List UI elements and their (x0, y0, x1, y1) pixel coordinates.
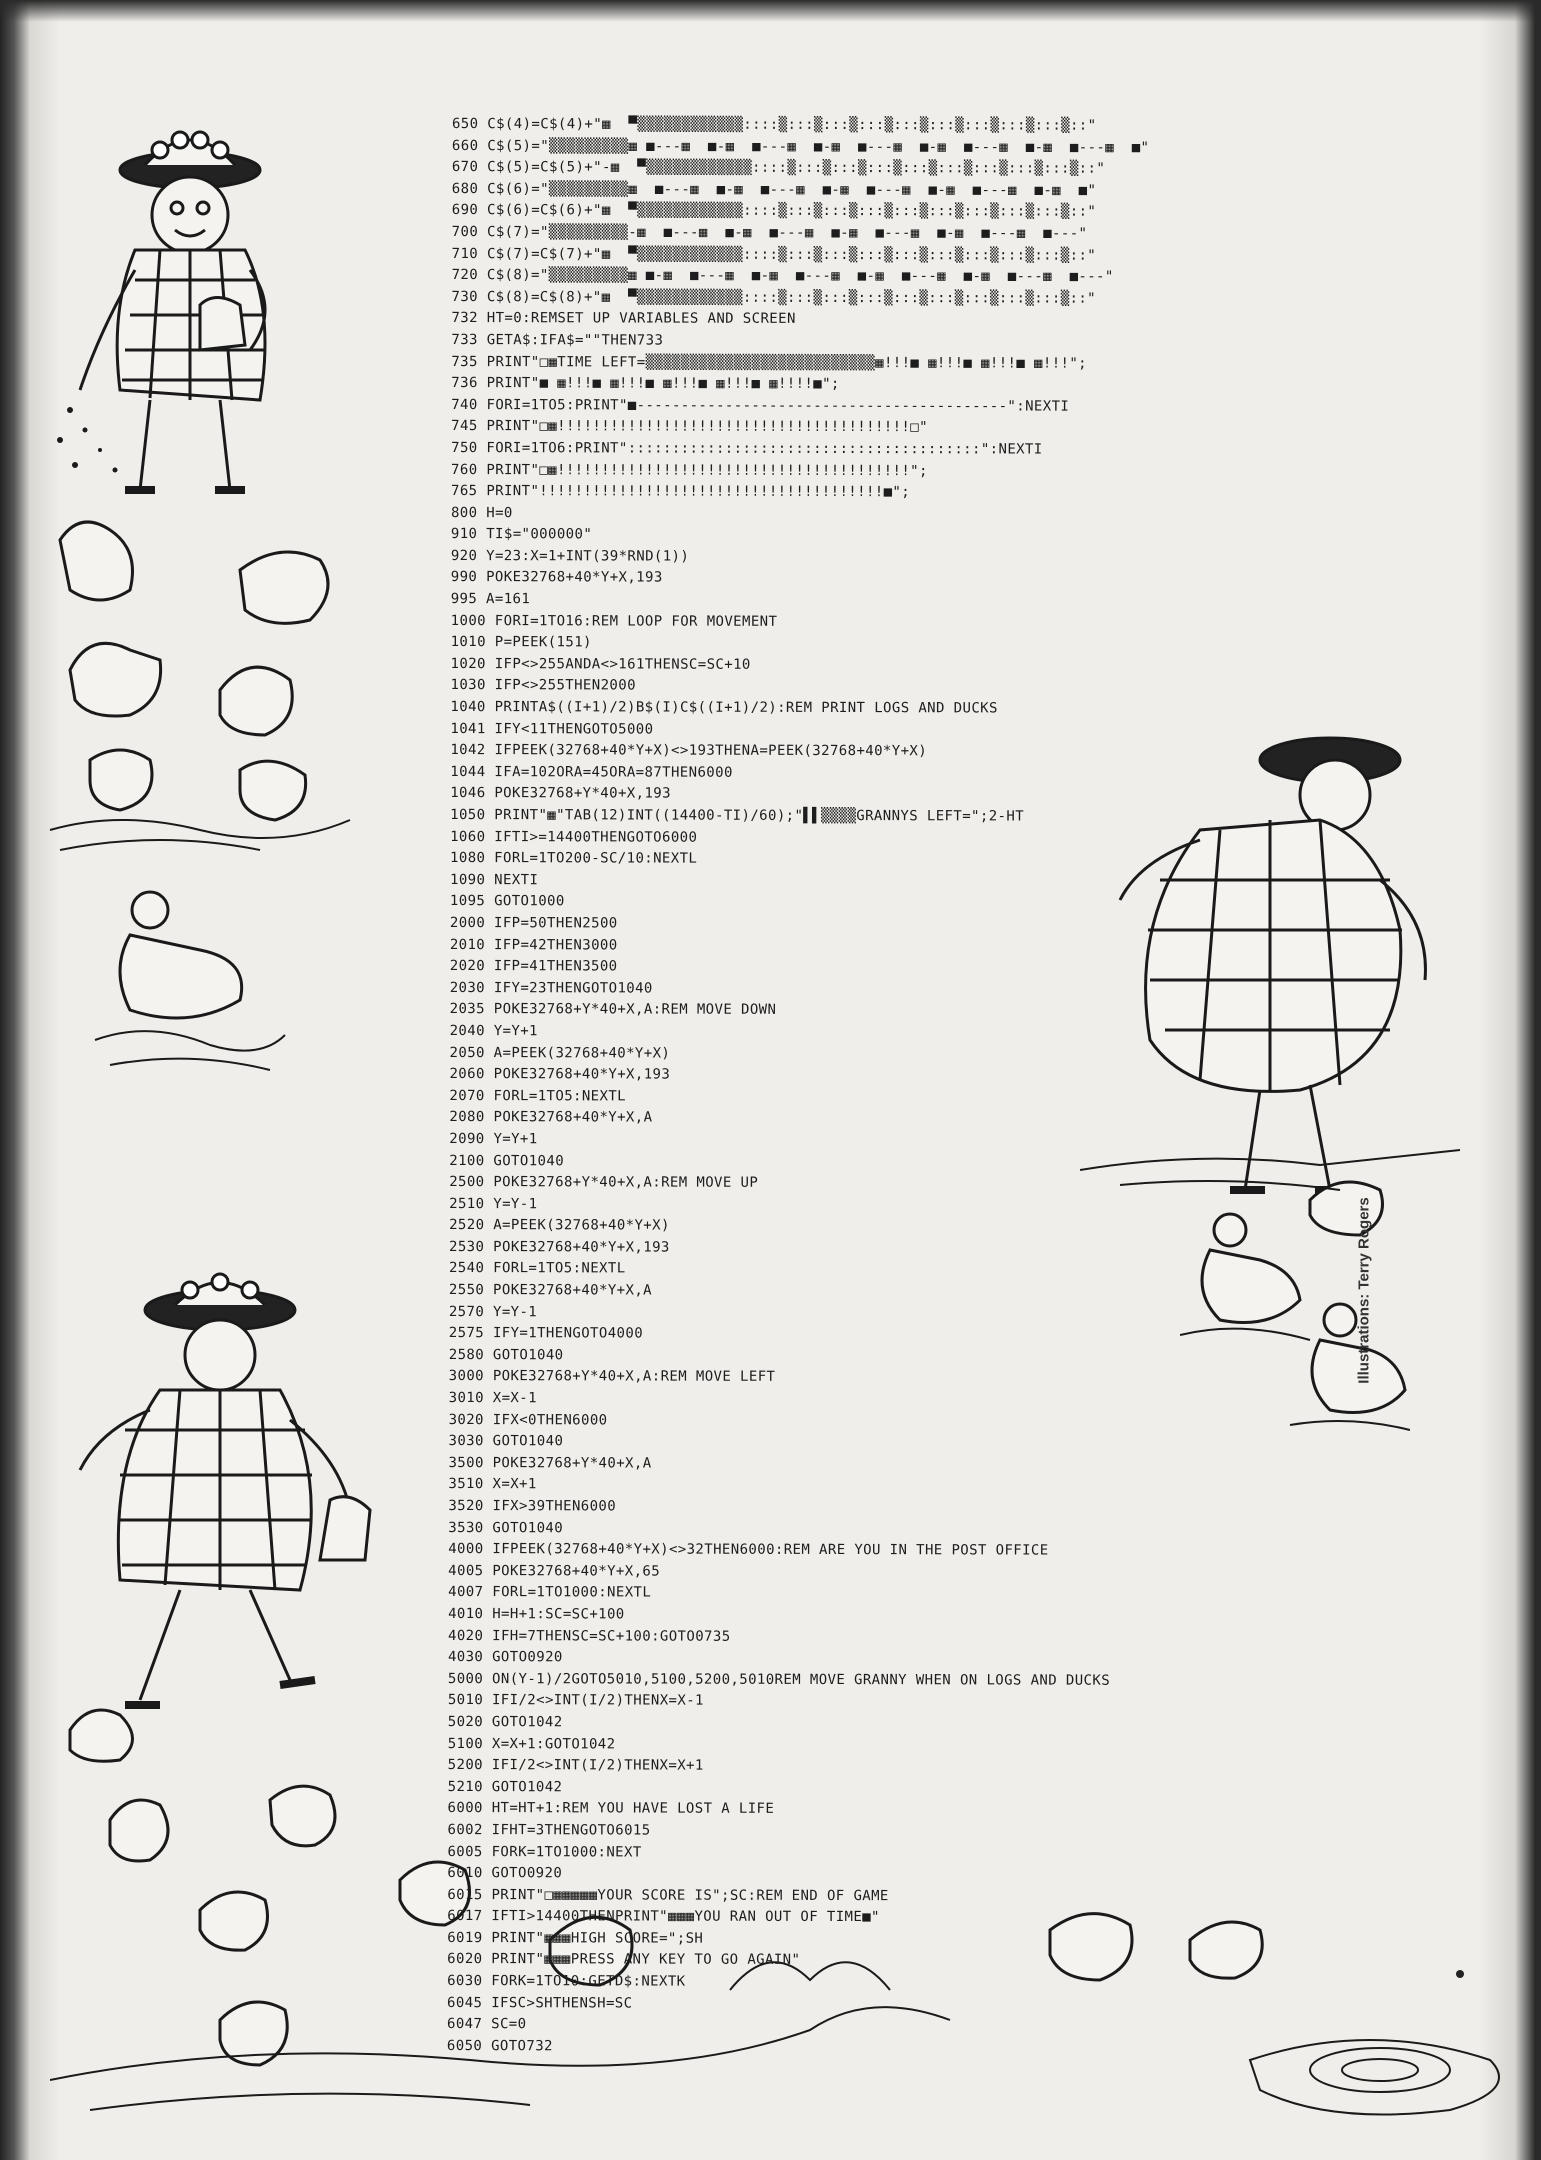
code-line: 6005 FORK=1TO1000:NEXT (447, 1843, 642, 1861)
code-line: 2100 GOTO1040 (449, 1152, 565, 1169)
code-line: 2575 IFY=1THENGOTO4000 (448, 1325, 644, 1342)
granny-running-icon (50, 1260, 380, 1780)
code-line: 6002 IFHT=3THENGOTO6015 (447, 1821, 651, 1839)
code-line: 1046 POKE32768+Y*40+X,193 (450, 785, 671, 802)
code-line: 765 PRINT"!!!!!!!!!!!!!!!!!!!!!!!!!!!!!!!!!!!!!!!■"; (450, 483, 911, 501)
code-line: 6017 IFTI>14400THENPRINT"▦▦▦YOU RAN OUT OF TIME■" (447, 1908, 880, 1926)
basic-program-listing (446, 114, 1492, 2055)
code-line: 1060 IFTI>=14400THENGOTO6000 (450, 828, 698, 846)
code-line: 1042 IFPEEK(32768+40*Y+X)<>193THENA=PEEK(32768+40*Y+X) (450, 742, 928, 760)
code-line: 2030 IFY=23THENGOTO1040 (449, 979, 653, 997)
code-line: 6047 SC=0 (446, 2016, 527, 2033)
code-line: 6019 PRINT"▦▦▦HIGH SCORE=";SH (447, 1929, 704, 1947)
code-line: 1040 PRINTA$((I+1)/2)B$(I)C$((I+1)/2):REM PRINT LOGS AND DUCKS (450, 699, 998, 717)
code-line: 700 C$(7)="▒▒▒▒▒▒▒▒▒-▦ ■---▦ ■-▦ ■---▦ ■-▦ ■---▦ ■-▦ ■---▦ ■---" (451, 223, 1088, 242)
code-line: 2520 A=PEEK(32768+40*Y+X) (449, 1217, 670, 1234)
code-line: 6045 IFSC>SHTHENSH=SC (447, 1994, 633, 2012)
code-line: 6020 PRINT"▦▦▦PRESS ANY KEY TO GO AGAIN" (447, 1951, 801, 1969)
duck-icon (90, 880, 290, 1100)
code-line: 910 TI$="000000" (450, 526, 593, 543)
code-line: 2070 FORL=1TO5:NEXTL (449, 1087, 627, 1105)
code-line: 800 H=0 (450, 504, 513, 521)
code-line: 4000 IFPEEK(32768+40*Y+X)<>32THEN6000:REM ARE YOU IN THE POST OFFICE (448, 1541, 1049, 1559)
code-line: 5100 X=X+1:GOTO1042 (447, 1735, 616, 1752)
code-line: 1044 IFA=102ORA=45ORA=87THEN6000 (450, 763, 733, 781)
code-line: 4007 FORL=1TO1000:NEXTL (448, 1584, 652, 1601)
code-line: 4005 POKE32768+40*Y+X,65 (448, 1562, 661, 1580)
code-line: 740 FORI=1TO5:PRINT"■------------------------------------------":NEXTI (451, 396, 1070, 415)
code-line: 990 POKE32768+40*Y+X,193 (450, 569, 663, 587)
code-line: 4010 H=H+1:SC=SC+100 (448, 1605, 625, 1623)
code-line: 3520 IFX>39THEN6000 (448, 1497, 617, 1515)
code-line: 1095 GOTO1000 (449, 893, 565, 910)
code-line: 5210 GOTO1042 (447, 1778, 563, 1796)
code-line: 2530 POKE32768+40*Y+X,193 (449, 1238, 670, 1256)
code-line: 660 C$(5)="▒▒▒▒▒▒▒▒▒▦ ■---▦ ■-▦ ■---▦ ■-▦ ■---▦ ■-▦ ■---▦ ■-▦ ■---▦ ■" (451, 137, 1150, 156)
code-line: 690 C$(6)=C$(6)+"▦ ▀▒▒▒▒▒▒▒▒▒▒▒▒::::▒:::▒:::▒:::▒:::▒:::▒:::▒:::▒:::▒::" (451, 202, 1097, 221)
code-line: 3510 X=X+1 (448, 1476, 537, 1493)
illustration-credit-text: Illustrations: Terry Rogers (1355, 1196, 1373, 1384)
code-line: 2020 IFP=41THEN3500 (449, 958, 618, 975)
code-line: 3020 IFX<0THEN6000 (448, 1411, 608, 1429)
code-line: 2040 Y=Y+1 (449, 1022, 538, 1040)
code-line: 2550 POKE32768+40*Y+X,A (448, 1282, 653, 1299)
code-line: 1080 FORL=1TO200-SC/10:NEXTL (450, 850, 698, 867)
code-line: 2060 POKE32768+40*Y+X,193 (449, 1066, 671, 1083)
code-line: 2500 POKE32768+Y*40+X,A:REM MOVE UP (449, 1174, 759, 1191)
code-line: 6015 PRINT"□▦▦▦▦▦YOUR SCORE IS";SC:REM END OF GAME (447, 1886, 889, 1904)
code-line: 1010 P=PEEK(151) (450, 634, 592, 651)
code-line: 920 Y=23:X=1+INT(39*RND(1)) (450, 547, 690, 565)
code-line: 1030 IFP<>255THEN2000 (450, 677, 636, 694)
code-line: 5200 IFI/2<>INT(I/2)THENX=X+1 (447, 1757, 704, 1774)
illustration-credit (1344, 1150, 1384, 1430)
code-line: 2570 Y=Y-1 (448, 1303, 538, 1320)
code-line: 5000 ON(Y-1)/2GOTO5010,5100,5200,5010REM MOVE GRANNY WHEN ON LOGS AND DUCKS (447, 1670, 1111, 1689)
code-line: 760 PRINT"□▦!!!!!!!!!!!!!!!!!!!!!!!!!!!!!!!!!!!!!!!!"; (451, 461, 928, 479)
code-line: 735 PRINT"□▦TIME LEFT=▒▒▒▒▒▒▒▒▒▒▒▒▒▒▒▒▒▒▒▒▒▒▒▒▒▒▦!!!■ ▦!!!■ ▦!!!■ ▦!!!"; (451, 353, 1088, 372)
code-line: 750 FORI=1TO6:PRINT"::::::::::::::::::::::::::::::::::::::::":NEXTI (451, 439, 1043, 458)
code-line: 5020 GOTO1042 (447, 1713, 563, 1731)
code-line: 4030 GOTO0920 (447, 1649, 563, 1666)
code-line: 720 C$(8)="▒▒▒▒▒▒▒▒▒▦ ■-▦ ■---▦ ■-▦ ■---▦ ■-▦ ■---▦ ■-▦ ■---▦ ■---" (451, 267, 1114, 285)
code-line: 745 PRINT"□▦!!!!!!!!!!!!!!!!!!!!!!!!!!!!!!!!!!!!!!!!□" (451, 418, 928, 436)
duck-icon (40, 500, 360, 860)
code-line: 2035 POKE32768+Y*40+X,A:REM MOVE DOWN (449, 1001, 777, 1019)
code-line: 1020 IFP<>255ANDA<>161THENSC=SC+10 (450, 655, 751, 673)
code-line: 6010 GOTO0920 (447, 1865, 563, 1882)
code-line: 1000 FORI=1TO16:REM LOOP FOR MOVEMENT (450, 612, 778, 630)
code-line: 2540 FORL=1TO5:NEXTL (448, 1260, 626, 1277)
code-line: 6050 GOTO732 (446, 2037, 553, 2055)
code-line: 1050 PRINT"▦"TAB(12)INT((14400-TI)/60);"▌▌▒▒▒▒GRANNYS LEFT=";2-HT (450, 806, 1025, 825)
code-line: 3030 GOTO1040 (448, 1433, 564, 1450)
code-line: 732 HT=0:REMSET UP VARIABLES AND SCREEN (451, 310, 796, 328)
code-line: 2580 GOTO1040 (448, 1346, 564, 1364)
code-line: 1041 IFY<11THENGOTO5000 (450, 720, 654, 738)
code-line: 2010 IFP=42THEN3000 (449, 936, 618, 953)
code-line: 2000 IFP=50THEN2500 (449, 914, 618, 932)
code-line: 4020 IFH=7THENSC=SC+100:GOTO0735 (447, 1627, 731, 1645)
code-line: 670 C$(5)=C$(5)+"-▦ ▀▒▒▒▒▒▒▒▒▒▒▒▒::::▒:::▒:::▒:::▒:::▒:::▒:::▒:::▒:::▒::" (451, 159, 1106, 177)
code-line: 650 C$(4)=C$(4)+"▦ ▀▒▒▒▒▒▒▒▒▒▒▒▒::::▒:::▒:::▒:::▒:::▒:::▒:::▒:::▒:::▒::" (451, 115, 1097, 134)
code-line: 3500 POKE32768+Y*40+X,A (448, 1454, 652, 1472)
granny-feeding-ducks-icon (40, 110, 340, 560)
code-line: 6030 FORK=1TO10:GETD$:NEXTK (447, 1973, 686, 1990)
code-line: 733 GETA$:IFA$=""THEN733 (451, 331, 664, 349)
code-line: 6000 HT=HT+1:REM YOU HAVE LOST A LIFE (447, 1800, 775, 1818)
code-line: 3530 GOTO1040 (448, 1519, 564, 1536)
page-edge-shadow (0, 0, 1541, 22)
code-line: 3000 POKE32768+Y*40+X,A:REM MOVE LEFT (448, 1368, 776, 1386)
code-line: 3010 X=X-1 (448, 1390, 537, 1407)
code-line: 2090 Y=Y+1 (449, 1130, 538, 1148)
code-line: 680 C$(6)="▒▒▒▒▒▒▒▒▒▦ ■---▦ ■-▦ ■---▦ ■-▦ ■---▦ ■-▦ ■---▦ ■-▦ ■" (451, 180, 1097, 199)
code-line: 736 PRINT"■ ▦!!!■ ▦!!!■ ▦!!!■ ▦!!!■ ▦!!!!■"; (451, 375, 840, 393)
code-line: 2510 Y=Y-1 (449, 1195, 538, 1212)
code-line: 5010 IFI/2<>INT(I/2)THENX=X-1 (447, 1692, 704, 1710)
code-line: 1090 NEXTI (449, 871, 539, 889)
code-line: 2080 POKE32768+40*Y+X,A (449, 1109, 653, 1126)
code-line: 710 C$(7)=C$(7)+"▦ ▀▒▒▒▒▒▒▒▒▒▒▒▒::::▒:::▒:::▒:::▒:::▒:::▒:::▒:::▒:::▒::" (451, 245, 1097, 264)
code-line: 730 C$(8)=C$(8)+"▦ ▀▒▒▒▒▒▒▒▒▒▒▒▒::::▒:::▒:::▒:::▒:::▒:::▒:::▒:::▒:::▒::" (451, 288, 1097, 307)
code-line: 995 A=161 (450, 591, 531, 608)
code-line: 2050 A=PEEK(32768+40*Y+X) (449, 1044, 671, 1062)
